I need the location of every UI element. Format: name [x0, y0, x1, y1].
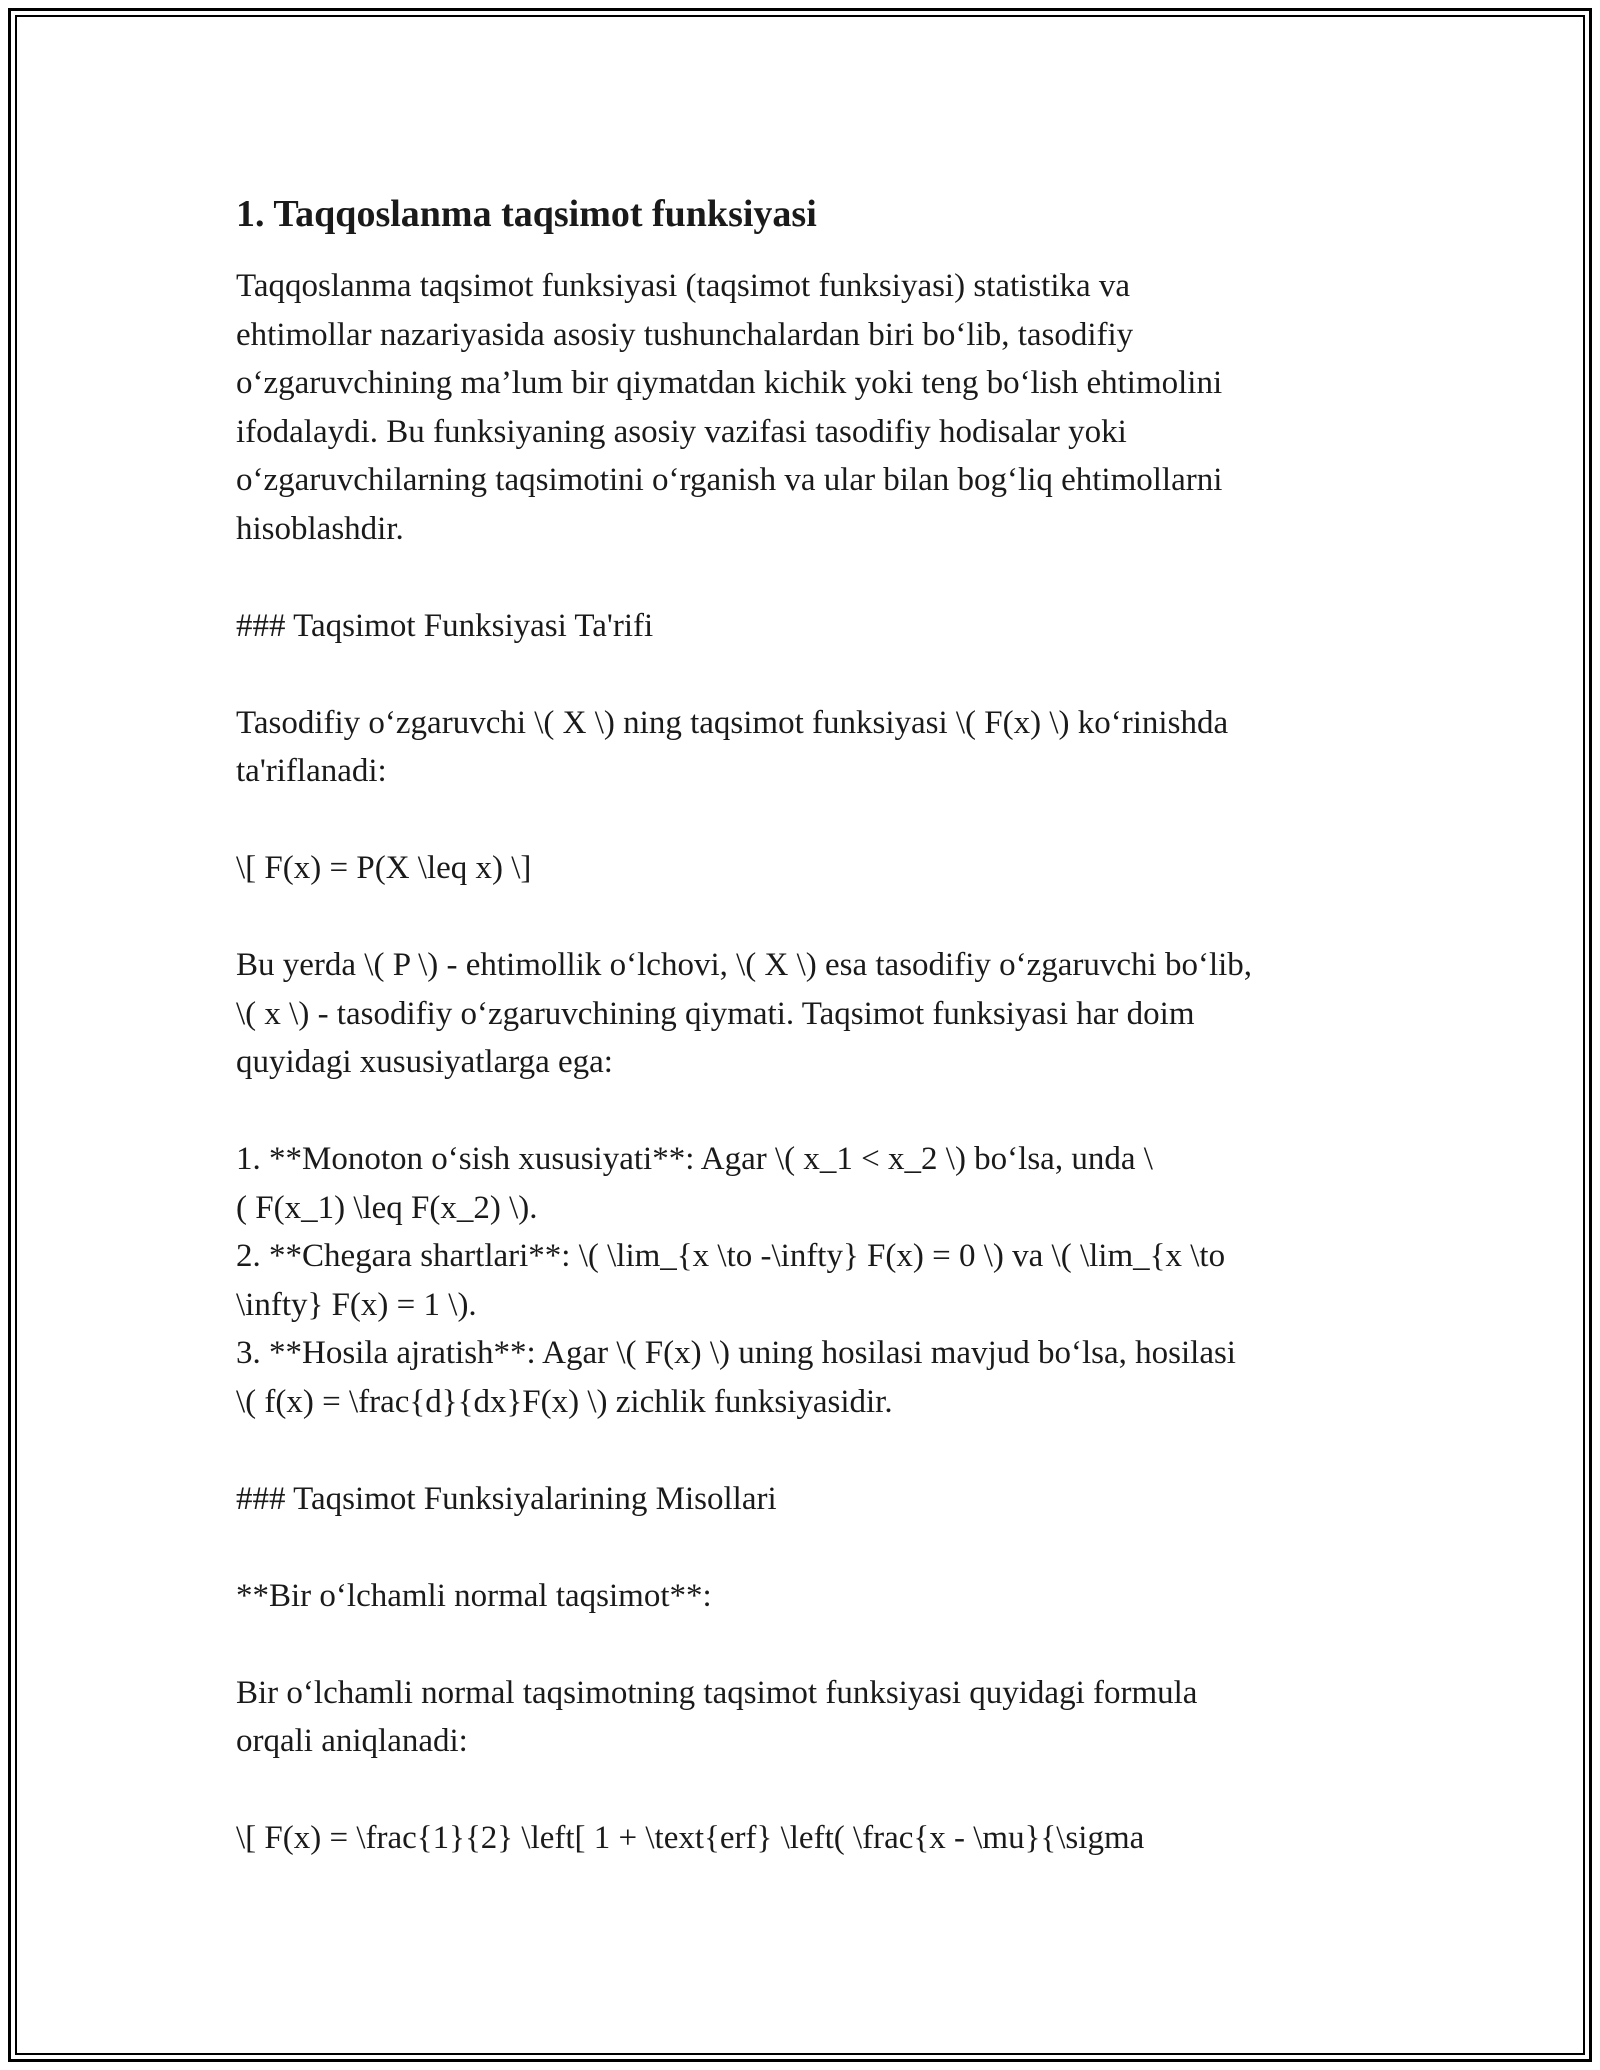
paragraph-gap [236, 1426, 1376, 1475]
paragraph-gap [236, 893, 1376, 942]
paragraph-gap [236, 1087, 1376, 1136]
examples-heading: ### Taqsimot Funksiyalarining Misollari [236, 1480, 777, 1517]
document-body [236, 186, 1376, 1863]
paragraph-gap [236, 553, 1376, 602]
normal-distribution-label: **Bir o‘lchamli normal taqsimot**: [236, 1577, 712, 1614]
definition-heading: ### Taqsimot Funksiyasi Ta'rifi [236, 607, 654, 644]
paragraph-gap [236, 796, 1376, 845]
definition-paragraph: Tasodifiy o‘zgaruvchi \( X \) ning taqsimot funksiyasi \( F(x) \) ko‘rinishda ta'riflanadi: [236, 704, 1229, 789]
intro-paragraph: Taqqoslanma taqsimot funksiyasi (taqsimot funksiyasi) statistika va ehtimollar nazariyasida asosiy tushunchalardan biri bo‘lib, tasodifiy o‘zgaruvchining ma’lum bir qiymatdan kichik yoki teng bo‘lish ehtimolini ifodalaydi. Bu funksiyaning asosiy vazifasi tasodifiy hodisalar yoki o‘zgaruvchilarning taqsimotini o‘rganish va ular bilan bog‘liq ehtimollarni hisoblashdir. [236, 268, 1223, 547]
definition-formula: \[ F(x) = P(X \leq x) \] [236, 850, 532, 886]
paragraph-gap [236, 1766, 1376, 1815]
properties-list: 1. **Monoton o‘sish xususiyati**: Agar \( x_1 < x_2 \) bo‘lsa, unda \ ( F(x_1) \leq F(x_2) \). 2. **Chegara shartlari**: \( \lim_{x \to -\infty} F(x) = 0 \) va \( \lim_{x \to \infty} F(x) = 1 \). 3. **Hosila ajratish**: Agar \( F(x) \) uning hosilasi mavjud bo‘lsa, hosilasi \( f(x) = \frac{d}{dx}F(x) \) zichlik funksiyasidir. [236, 1141, 1236, 1420]
explanation-paragraph: Bu yerda \( P \) - ehtimollik o‘lchovi, \( X \) esa tasodifiy o‘zgaruvchi bo‘lib, \( x \) - tasodifiy o‘zgaruvchining qiymati. Taqsimot funksiyasi har doim quyidagi xususiyatlarga ega: [236, 947, 1253, 1080]
document-title: 1. Taqqoslanma taqsimot funksiyasi [236, 193, 817, 235]
paragraph-gap [236, 1620, 1376, 1669]
paragraph-gap [236, 1523, 1376, 1572]
normal-distribution-paragraph: Bir o‘lchamli normal taqsimotning taqsimot funksiyasi quyidagi formula orqali aniqlanadi: [236, 1674, 1198, 1759]
normal-distribution-formula: \[ F(x) = \frac{1}{2} \left[ 1 + \text{erf} \left( \frac{x - \mu}{\sigma [236, 1820, 1145, 1856]
paragraph-gap [236, 650, 1376, 699]
